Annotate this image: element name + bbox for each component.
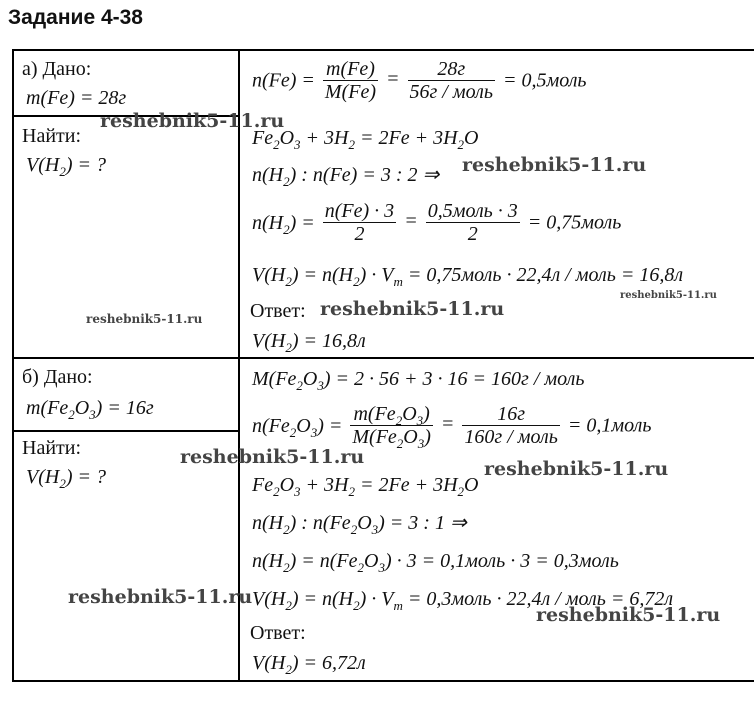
part-b-answer-label: Ответ: [250,622,306,644]
part-b-moles-h2: $n(H_2) = n(Fe_2O_3) \cdot 3$ = 0,1моль · 3 = 0,3моль [252,550,619,575]
table-border-top [12,49,754,51]
part-a-volume-h2: $V(H_2) = n(H_2) \cdot V_m$ = 0,75моль · 22,4л / моль = 16,8л [252,264,684,289]
part-b-moles-fe2o3: $n(Fe_2O_3)$ = $\frac{m(Fe_2O_3)}{M(Fe_2O_3)}$ = $\frac{16г}{\text{160г / моль}}$ = 0,1моль [252,403,652,451]
watermark: reshebnik5-11.ru [68,586,253,608]
part-a-given-value: m(Fe) = 28г [26,87,127,109]
part-b-given-value: $m(Fe_2O_3) = 16г$ [26,397,154,422]
part-a-given-label: а) Дано: [22,58,92,80]
watermark: reshebnik5-11.ru [180,446,365,468]
part-a-find-label: Найти: [22,125,82,147]
table-row-divider [12,357,754,359]
part-b-answer: $V(H_2) = 6,72л$ [252,652,366,677]
part-a-find-value: $V(H_2)$ = ? [26,154,106,179]
part-b-given-label: б) Дано: [22,366,93,388]
part-a-reaction: $Fe_2O_3 + 3H_2 = 2Fe + 3H_2O$ [252,127,479,152]
part-a-answer-label: Ответ: [250,300,306,322]
watermark: reshebnik5-11.ru [320,298,505,320]
part-b-mole-ratio: $n(H_2)$ : $n(Fe_2O_3) = 3$ : 1 ⇒ [252,512,467,537]
dano-b-divider [12,430,239,432]
table-border-left [12,49,14,681]
part-a-moles-fe: n(Fe) = $\frac{m(Fe)}{M(Fe)}$ = $\frac{28г}{\text{56г / моль}}$ = 0,5моль [252,58,587,103]
page-title: Задание 4-38 [8,6,143,29]
part-a-answer: $V(H_2) = 16,8л$ [252,330,366,355]
part-b-volume-h2: $V(H_2) = n(H_2) \cdot V_m$ = 0,3моль · 22,4л / моль = 6,72л [252,588,674,613]
watermark: reshebnik5-11.ru [484,458,669,480]
watermark: reshebnik5-11.ru [86,312,203,326]
watermark: reshebnik5-11.ru [462,154,647,176]
part-a-mole-ratio: $n(H_2)$ : n(Fe) = 3 : 2 ⇒ [252,164,440,189]
part-a-moles-h2: $n(H_2)$ = $\frac{n(Fe) \cdot 3}{2}$ = $\frac{\text{0,5моль · 3}}{2}$ = 0,75моль [252,200,622,245]
part-b-find-label: Найти: [22,437,82,459]
part-b-molar-mass: $M(Fe_2O_3) = 2 \cdot 56 + 3 \cdot 16 = 160г$ / моль [252,368,585,393]
watermark: reshebnik5-11.ru [620,290,717,301]
part-b-reaction: $Fe_2O_3 + 3H_2 = 2Fe + 3H_2O$ [252,474,479,499]
table-border-bottom [12,680,754,682]
watermark: reshebnik5-11.ru [100,110,285,132]
watermark: reshebnik5-11.ru [536,604,721,626]
part-b-find-value: $V(H_2)$ = ? [26,466,106,491]
